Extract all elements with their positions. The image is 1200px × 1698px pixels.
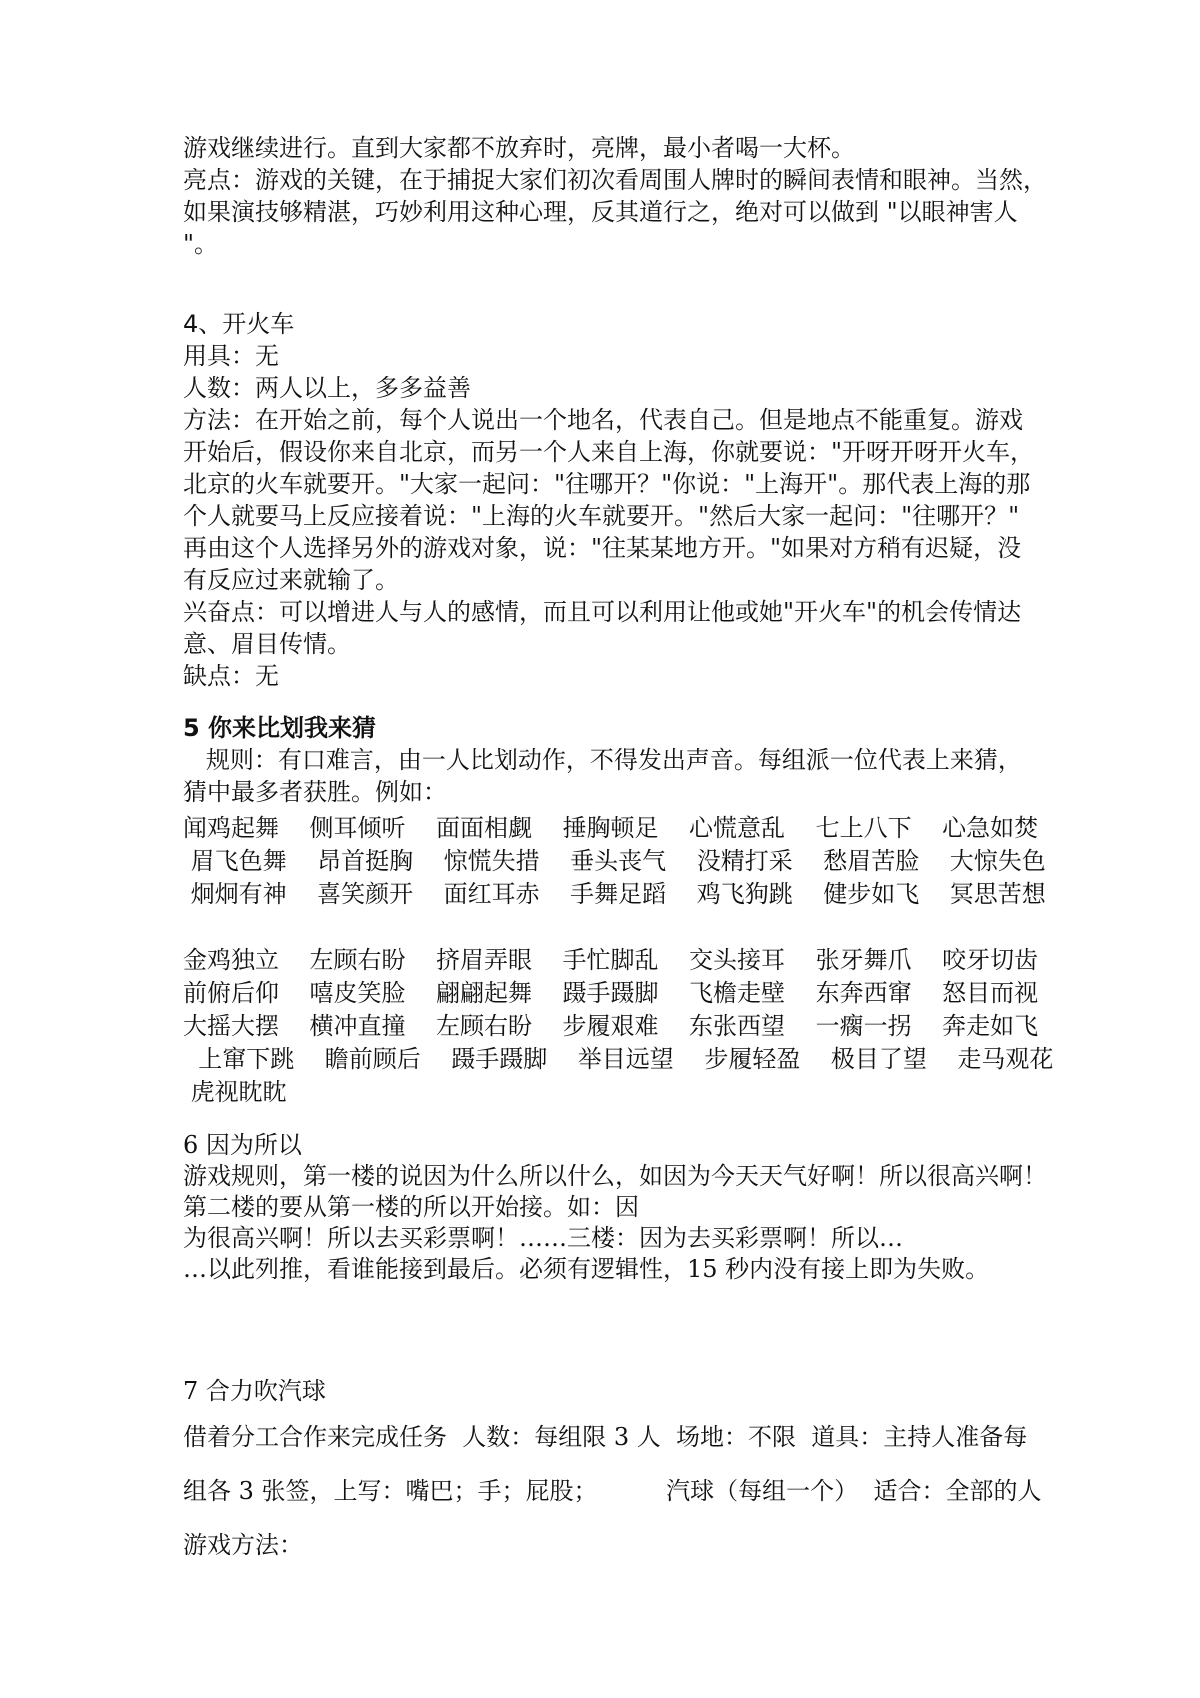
text-line: 借着分工合作来完成任务 人数：每组限 3 人 场地：不限 道具：主持人准备每 (183, 1423, 1028, 1451)
text-line: 意、眉目传情。 (183, 630, 351, 658)
text-line: 如果演技够精湛，巧妙利用这种心理，反其道行之，绝对可以做到 "以眼神害人 (183, 198, 1018, 226)
text-line: 个人就要马上反应接着说："上海的火车就要开。"然后大家一起问："往哪开？" (183, 502, 1020, 530)
text-line: 方法：在开始之前，每个人说出一个地名，代表自己。但是地点不能重复。游戏 (183, 406, 1023, 434)
idiom-row: 眉飞色舞 昂首挺胸 惊慌失措 垂头丧气 没精打采 愁眉苦脸 大惊失色 (183, 847, 1046, 875)
section-7-title-block (183, 1375, 1033, 1407)
idiom-row: 大摇大摆 横冲直撞 左顾右盼 步履艰难 东张西望 一瘸一拐 奔走如飞 (183, 1012, 1039, 1040)
section-7-body (183, 1410, 1042, 1572)
text-line: 兴奋点：可以增进人与人的感情，而且可以利用让他或她"开火车"的机会传情达 (183, 598, 1022, 626)
text-line: 有反应过来就输了。 (183, 566, 399, 594)
text-line: 人数：两人以上，多多益善 (183, 374, 471, 402)
section-5 (183, 712, 1033, 808)
idiom-row: 前俯后仰 嘻皮笑脸 翩翩起舞 蹑手蹑脚 飞檐走壁 东奔西窜 怒目而视 (183, 979, 1039, 1007)
text-line: 再由这个人选择另外的游戏对象，说："往某某地方开。"如果对方稍有迟疑，没 (183, 534, 1022, 562)
idiom-row: 金鸡独立 左顾右盼 挤眉弄眼 手忙脚乱 交头接耳 张牙舞爪 咬牙切齿 (183, 946, 1039, 974)
text-line: 猜中最多者获胜。例如： (183, 778, 447, 806)
text-line: 用具：无 (183, 342, 279, 370)
text-line: 亮点：游戏的关键，在于捕捉大家们初次看周围人牌时的瞬间表情和眼神。当然， (183, 166, 1047, 194)
section-4 (183, 308, 1033, 692)
idiom-row: 上窜下跳 瞻前顾后 蹑手蹑脚 举目远望 步履轻盈 极目了望 走马观花 (183, 1045, 1054, 1073)
section-title: 6 因为所以 (183, 1131, 302, 1159)
text-line: …以此列推，看谁能接到最后。必须有逻辑性，15 秒内没有接上即为失败。 (183, 1255, 990, 1283)
text-line: 游戏规则，第一楼的说因为什么所以什么，如因为今天天气好啊！所以很高兴啊！ (183, 1162, 1047, 1190)
section-6 (183, 1129, 1047, 1285)
idiom-row: 炯炯有神 喜笑颜开 面红耳赤 手舞足蹈 鸡飞狗跳 健步如飞 冥思苦想 (183, 880, 1046, 908)
section-title: 5 你来比划我来猜 (183, 714, 377, 742)
text-line: 为很高兴啊！所以去买彩票啊！……三楼：因为去买彩票啊！所以… (183, 1224, 903, 1252)
intro-paragraph (183, 132, 1047, 260)
text-line: 游戏方法： (183, 1531, 303, 1559)
text-line: 组各 3 张签，上写：嘴巴；手；屁股； 汽球（每组一个） 适合：全部的人 (183, 1477, 1042, 1505)
text-line: 第二楼的要从第一楼的所以开始接。如：因 (183, 1193, 639, 1221)
text-line: 开始后，假设你来自北京，而另一个人来自上海，你就要说："开呀开呀开火车， (183, 438, 1035, 466)
idiom-row-blank (183, 911, 1033, 944)
text-line: 规则：有口难言，由一人比划动作，不得发出声音。每组派一位代表上来猜， (183, 746, 1022, 774)
text-line: 游戏继续进行。直到大家都不放弃时，亮牌，最小者喝一大杯。 (183, 134, 855, 162)
text-line: 缺点：无 (183, 662, 279, 690)
idiom-row: 闻鸡起舞 侧耳倾听 面面相觑 捶胸顿足 心慌意乱 七上八下 心急如焚 (183, 814, 1039, 842)
idiom-list (183, 812, 1054, 1109)
text-line: "。 (183, 230, 219, 258)
section-title: 7 合力吹汽球 (183, 1377, 326, 1405)
idiom-row: 虎视眈眈 (183, 1078, 287, 1106)
text-line: 北京的火车就要开。"大家一起问："往哪开？"你说："上海开"。那代表上海的那 (183, 470, 1031, 498)
section-title: 4、开火车 (183, 310, 295, 338)
